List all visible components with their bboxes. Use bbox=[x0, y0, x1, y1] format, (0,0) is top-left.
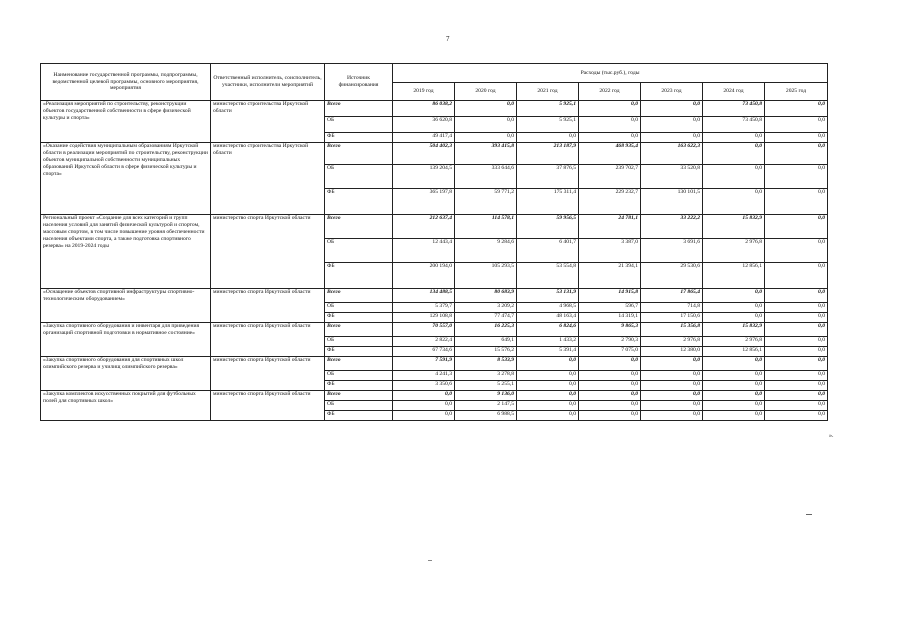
value-cell: 0,0 bbox=[517, 411, 579, 421]
funding-source: ОБ bbox=[325, 117, 393, 133]
funding-source: Всего bbox=[325, 323, 393, 337]
funding-source: ФБ bbox=[325, 189, 393, 215]
row-responsible: министерство спорта Иркутской области bbox=[211, 391, 325, 421]
value-cell: 0,0 bbox=[703, 357, 765, 371]
value-cell: 0,0 bbox=[765, 347, 828, 357]
value-cell: 0,0 bbox=[455, 117, 517, 133]
value-cell: 0,0 bbox=[517, 381, 579, 391]
value-cell: 0,0 bbox=[703, 411, 765, 421]
value-cell: 17 865,4 bbox=[641, 289, 703, 303]
value-cell: 129 108,8 bbox=[393, 313, 455, 323]
value-cell: 0,0 bbox=[703, 371, 765, 381]
value-cell: 468 935,4 bbox=[579, 143, 641, 165]
header-source: Источник финансирования bbox=[325, 64, 393, 101]
value-cell: 0,0 bbox=[765, 133, 828, 143]
value-cell: 24 781,1 bbox=[579, 215, 641, 239]
scan-mark bbox=[428, 560, 432, 561]
header-year: 2020 год bbox=[455, 83, 517, 101]
header-year: 2024 год bbox=[703, 83, 765, 101]
value-cell: 0,0 bbox=[765, 289, 828, 303]
value-cell: 2 147,5 bbox=[455, 401, 517, 411]
value-cell: 73 450,8 bbox=[703, 101, 765, 117]
header-year: 2023 год bbox=[641, 83, 703, 101]
value-cell: 0,0 bbox=[703, 133, 765, 143]
funding-source: Всего bbox=[325, 215, 393, 239]
value-cell: 333 644,6 bbox=[455, 165, 517, 189]
row-responsible: министерство строительства Иркутской области bbox=[211, 101, 325, 143]
value-cell: 53 554,8 bbox=[517, 263, 579, 289]
value-cell: 0,0 bbox=[765, 101, 828, 117]
value-cell: 12 380,0 bbox=[641, 347, 703, 357]
value-cell: 3 350,6 bbox=[393, 381, 455, 391]
header-year: 2025 год bbox=[765, 83, 828, 101]
value-cell: 0,0 bbox=[765, 165, 828, 189]
value-cell: 212 637,4 bbox=[393, 215, 455, 239]
value-cell: 0,0 bbox=[579, 117, 641, 133]
value-cell: 0,0 bbox=[765, 371, 828, 381]
value-cell: 0,0 bbox=[517, 357, 579, 371]
funding-source: ОБ bbox=[325, 303, 393, 313]
value-cell: 0,0 bbox=[765, 381, 828, 391]
table-row bbox=[41, 323, 828, 337]
value-cell: 48 163,4 bbox=[517, 313, 579, 323]
table-row bbox=[41, 289, 828, 303]
value-cell: 134 488,5 bbox=[393, 289, 455, 303]
value-cell: 2 976,8 bbox=[703, 337, 765, 347]
value-cell: 9 284,6 bbox=[455, 239, 517, 263]
value-cell: 5 925,1 bbox=[517, 101, 579, 117]
header-year: 2019 год bbox=[393, 83, 455, 101]
value-cell: 0,0 bbox=[641, 371, 703, 381]
value-cell: 0,0 bbox=[393, 401, 455, 411]
value-cell: 0,0 bbox=[641, 381, 703, 391]
value-cell: 4 241,3 bbox=[393, 371, 455, 381]
value-cell: 365 197,8 bbox=[393, 189, 455, 215]
value-cell: 5 255,1 bbox=[455, 381, 517, 391]
value-cell: 33 520,8 bbox=[641, 165, 703, 189]
funding-source: ОБ bbox=[325, 239, 393, 263]
value-cell: 0,0 bbox=[517, 133, 579, 143]
value-cell: 0,0 bbox=[703, 289, 765, 303]
value-cell: 2 822,4 bbox=[393, 337, 455, 347]
funding-source: ОБ bbox=[325, 337, 393, 347]
value-cell: 16 225,3 bbox=[455, 323, 517, 337]
value-cell: 0,0 bbox=[703, 303, 765, 313]
funding-source: ОБ bbox=[325, 401, 393, 411]
table-row bbox=[41, 215, 828, 239]
row-responsible: министерство спорта Иркутской области bbox=[211, 215, 325, 289]
funding-source: Всего bbox=[325, 391, 393, 401]
row-name: «Реализация мероприятий по строительству, реконструкции объектов государственной собственности в сфере физической культуры и спорта» bbox=[41, 101, 211, 143]
value-cell: 6 824,6 bbox=[517, 323, 579, 337]
value-cell: 80 683,9 bbox=[455, 289, 517, 303]
value-cell: 0,0 bbox=[765, 263, 828, 289]
value-cell: 229 232,7 bbox=[579, 189, 641, 215]
header-year: 2021 год bbox=[517, 83, 579, 101]
header-name: Наименование государственной программы, подпрограммы, ведомственной целевой программы, основного мероприятия, мероприятия bbox=[41, 64, 211, 101]
value-cell: 5 925,1 bbox=[517, 117, 579, 133]
row-name: «Закупка спортивного оборудования и инвентаря для приведения организаций спортивной подготовки в нормативное состояние» bbox=[41, 323, 211, 357]
value-cell: 114 578,1 bbox=[455, 215, 517, 239]
page-number: 7 bbox=[446, 35, 450, 43]
value-cell: 0,0 bbox=[641, 411, 703, 421]
value-cell: 213 187,9 bbox=[517, 143, 579, 165]
value-cell: 0,0 bbox=[765, 401, 828, 411]
value-cell: 239 702,7 bbox=[579, 165, 641, 189]
value-cell: 0,0 bbox=[517, 401, 579, 411]
value-cell: 0,0 bbox=[579, 391, 641, 401]
value-cell: 0,0 bbox=[765, 117, 828, 133]
value-cell: 73 450,8 bbox=[703, 117, 765, 133]
table-row bbox=[41, 357, 828, 371]
value-cell: 0,0 bbox=[579, 357, 641, 371]
value-cell: 0,0 bbox=[517, 391, 579, 401]
value-cell: 0,0 bbox=[765, 391, 828, 401]
value-cell: 1 433,2 bbox=[517, 337, 579, 347]
value-cell: 0,0 bbox=[579, 101, 641, 117]
value-cell: 2 976,8 bbox=[641, 337, 703, 347]
value-cell: 0,0 bbox=[703, 143, 765, 165]
value-cell: 0,0 bbox=[703, 313, 765, 323]
value-cell: 4 968,5 bbox=[517, 303, 579, 313]
row-responsible: министерство спорта Иркутской области bbox=[211, 323, 325, 357]
value-cell: 36 620,8 bbox=[393, 117, 455, 133]
value-cell: 0,0 bbox=[455, 101, 517, 117]
value-cell: 0,0 bbox=[579, 411, 641, 421]
value-cell: 0,0 bbox=[641, 101, 703, 117]
header-year: 2022 год bbox=[579, 83, 641, 101]
value-cell: 0,0 bbox=[765, 143, 828, 165]
header-expenses: Расходы (тыс.руб.), годы bbox=[393, 64, 828, 83]
value-cell: 649,1 bbox=[455, 337, 517, 347]
value-cell: 37 876,5 bbox=[517, 165, 579, 189]
value-cell: 0,0 bbox=[579, 371, 641, 381]
value-cell: 53 131,9 bbox=[517, 289, 579, 303]
value-cell: 0,0 bbox=[579, 133, 641, 143]
row-name: «Закупка спортивного оборудования для спортивных школ олимпийского резерва и училищ олимпийского резерва» bbox=[41, 357, 211, 391]
value-cell: 0,0 bbox=[641, 391, 703, 401]
value-cell: 77 474,7 bbox=[455, 313, 517, 323]
budget-table bbox=[40, 63, 828, 421]
value-cell: 0,0 bbox=[455, 133, 517, 143]
value-cell: 0,0 bbox=[703, 391, 765, 401]
value-cell: 0,0 bbox=[765, 303, 828, 313]
value-cell: 393 415,8 bbox=[455, 143, 517, 165]
row-name: Региональный проект «Создание для всех категорий и групп населения условий для занятий физической культурой и спортом, массовым спортом, в том числе повышение уровня обеспеченности населения объектами спорта, а также подготовка спортивного резерва» на 2019-2024 годы bbox=[41, 215, 211, 289]
value-cell: 596,7 bbox=[579, 303, 641, 313]
value-cell: 5 391,4 bbox=[517, 347, 579, 357]
value-cell: 7 075,0 bbox=[579, 347, 641, 357]
header-responsible: Ответственный исполнитель, соисполнитель, участники, исполнители мероприятий bbox=[211, 64, 325, 101]
value-cell: 175 311,4 bbox=[517, 189, 579, 215]
row-responsible: министерство строительства Иркутской области bbox=[211, 143, 325, 215]
funding-source: ФБ bbox=[325, 263, 393, 289]
value-cell: 0,0 bbox=[703, 401, 765, 411]
row-name: «Оказание содействия муниципальным образованиям Иркутской области в реализации мероприятий по строительству, реконструкции объектов муниципальной собственности муниципальных образований Иркутской области в сфере физической культуры и спорта» bbox=[41, 143, 211, 215]
funding-source: Всего bbox=[325, 101, 393, 117]
value-cell: 163 622,3 bbox=[641, 143, 703, 165]
closing-quote: ». bbox=[829, 433, 834, 439]
value-cell: 3 278,8 bbox=[455, 371, 517, 381]
scan-mark bbox=[806, 514, 812, 515]
funding-source: ФБ bbox=[325, 133, 393, 143]
value-cell: 12 856,1 bbox=[703, 263, 765, 289]
funding-source: ФБ bbox=[325, 381, 393, 391]
value-cell: 15 832,9 bbox=[703, 215, 765, 239]
value-cell: 0,0 bbox=[765, 239, 828, 263]
value-cell: 0,0 bbox=[765, 215, 828, 239]
value-cell: 0,0 bbox=[393, 391, 455, 401]
value-cell: 0,0 bbox=[393, 411, 455, 421]
value-cell: 139 204,5 bbox=[393, 165, 455, 189]
value-cell: 21 394,1 bbox=[579, 263, 641, 289]
value-cell: 12 856,1 bbox=[703, 347, 765, 357]
value-cell: 3 387,0 bbox=[579, 239, 641, 263]
value-cell: 7 591,9 bbox=[393, 357, 455, 371]
value-cell: 0,0 bbox=[765, 313, 828, 323]
value-cell: 15 832,9 bbox=[703, 323, 765, 337]
row-responsible: министерство спорта Иркутской области bbox=[211, 289, 325, 323]
value-cell: 33 222,2 bbox=[641, 215, 703, 239]
funding-source: ФБ bbox=[325, 411, 393, 421]
value-cell: 714,8 bbox=[641, 303, 703, 313]
row-name: «Закупка комплектов искусственных покрытий для футбольных полей для спортивных школ» bbox=[41, 391, 211, 421]
value-cell: 130 101,5 bbox=[641, 189, 703, 215]
value-cell: 0,0 bbox=[517, 371, 579, 381]
value-cell: 67 734,6 bbox=[393, 347, 455, 357]
row-name: «Оснащение объектов спортивной инфраструктуры спортивно-технологическим оборудованием» bbox=[41, 289, 211, 323]
funding-source: Всего bbox=[325, 357, 393, 371]
value-cell: 14 319,1 bbox=[579, 313, 641, 323]
value-cell: 8 533,9 bbox=[455, 357, 517, 371]
value-cell: 49 417,4 bbox=[393, 133, 455, 143]
value-cell: 86 038,2 bbox=[393, 101, 455, 117]
value-cell: 59 956,5 bbox=[517, 215, 579, 239]
value-cell: 504 402,3 bbox=[393, 143, 455, 165]
value-cell: 0,0 bbox=[641, 401, 703, 411]
value-cell: 0,0 bbox=[765, 411, 828, 421]
value-cell: 15 576,2 bbox=[455, 347, 517, 357]
funding-source: ОБ bbox=[325, 371, 393, 381]
value-cell: 15 356,8 bbox=[641, 323, 703, 337]
value-cell: 59 771,2 bbox=[455, 189, 517, 215]
value-cell: 14 915,8 bbox=[579, 289, 641, 303]
value-cell: 0,0 bbox=[579, 381, 641, 391]
value-cell: 0,0 bbox=[765, 337, 828, 347]
value-cell: 17 150,6 bbox=[641, 313, 703, 323]
value-cell: 200 194,0 bbox=[393, 263, 455, 289]
table-row bbox=[41, 143, 828, 165]
value-cell: 0,0 bbox=[641, 357, 703, 371]
funding-source: ФБ bbox=[325, 313, 393, 323]
value-cell: 12 443,4 bbox=[393, 239, 455, 263]
table-row bbox=[41, 101, 828, 117]
value-cell: 0,0 bbox=[765, 189, 828, 215]
value-cell: 2 790,3 bbox=[579, 337, 641, 347]
value-cell: 6 401,7 bbox=[517, 239, 579, 263]
value-cell: 0,0 bbox=[765, 323, 828, 337]
value-cell: 0,0 bbox=[703, 165, 765, 189]
funding-source: Всего bbox=[325, 143, 393, 165]
value-cell: 0,0 bbox=[641, 117, 703, 133]
value-cell: 0,0 bbox=[703, 381, 765, 391]
value-cell: 0,0 bbox=[703, 189, 765, 215]
value-cell: 3 691,6 bbox=[641, 239, 703, 263]
value-cell: 29 530,6 bbox=[641, 263, 703, 289]
value-cell: 9 136,0 bbox=[455, 391, 517, 401]
funding-source: Всего bbox=[325, 289, 393, 303]
funding-source: ОБ bbox=[325, 165, 393, 189]
value-cell: 6 988,5 bbox=[455, 411, 517, 421]
row-responsible: министерство спорта Иркутской области bbox=[211, 357, 325, 391]
value-cell: 0,0 bbox=[765, 357, 828, 371]
funding-source: ФБ bbox=[325, 347, 393, 357]
value-cell: 0,0 bbox=[579, 401, 641, 411]
table-row bbox=[41, 391, 828, 401]
value-cell: 105 293,5 bbox=[455, 263, 517, 289]
value-cell: 0,0 bbox=[641, 133, 703, 143]
value-cell: 9 865,3 bbox=[579, 323, 641, 337]
value-cell: 3 209,2 bbox=[455, 303, 517, 313]
value-cell: 5 379,7 bbox=[393, 303, 455, 313]
value-cell: 2 976,8 bbox=[703, 239, 765, 263]
value-cell: 70 557,0 bbox=[393, 323, 455, 337]
